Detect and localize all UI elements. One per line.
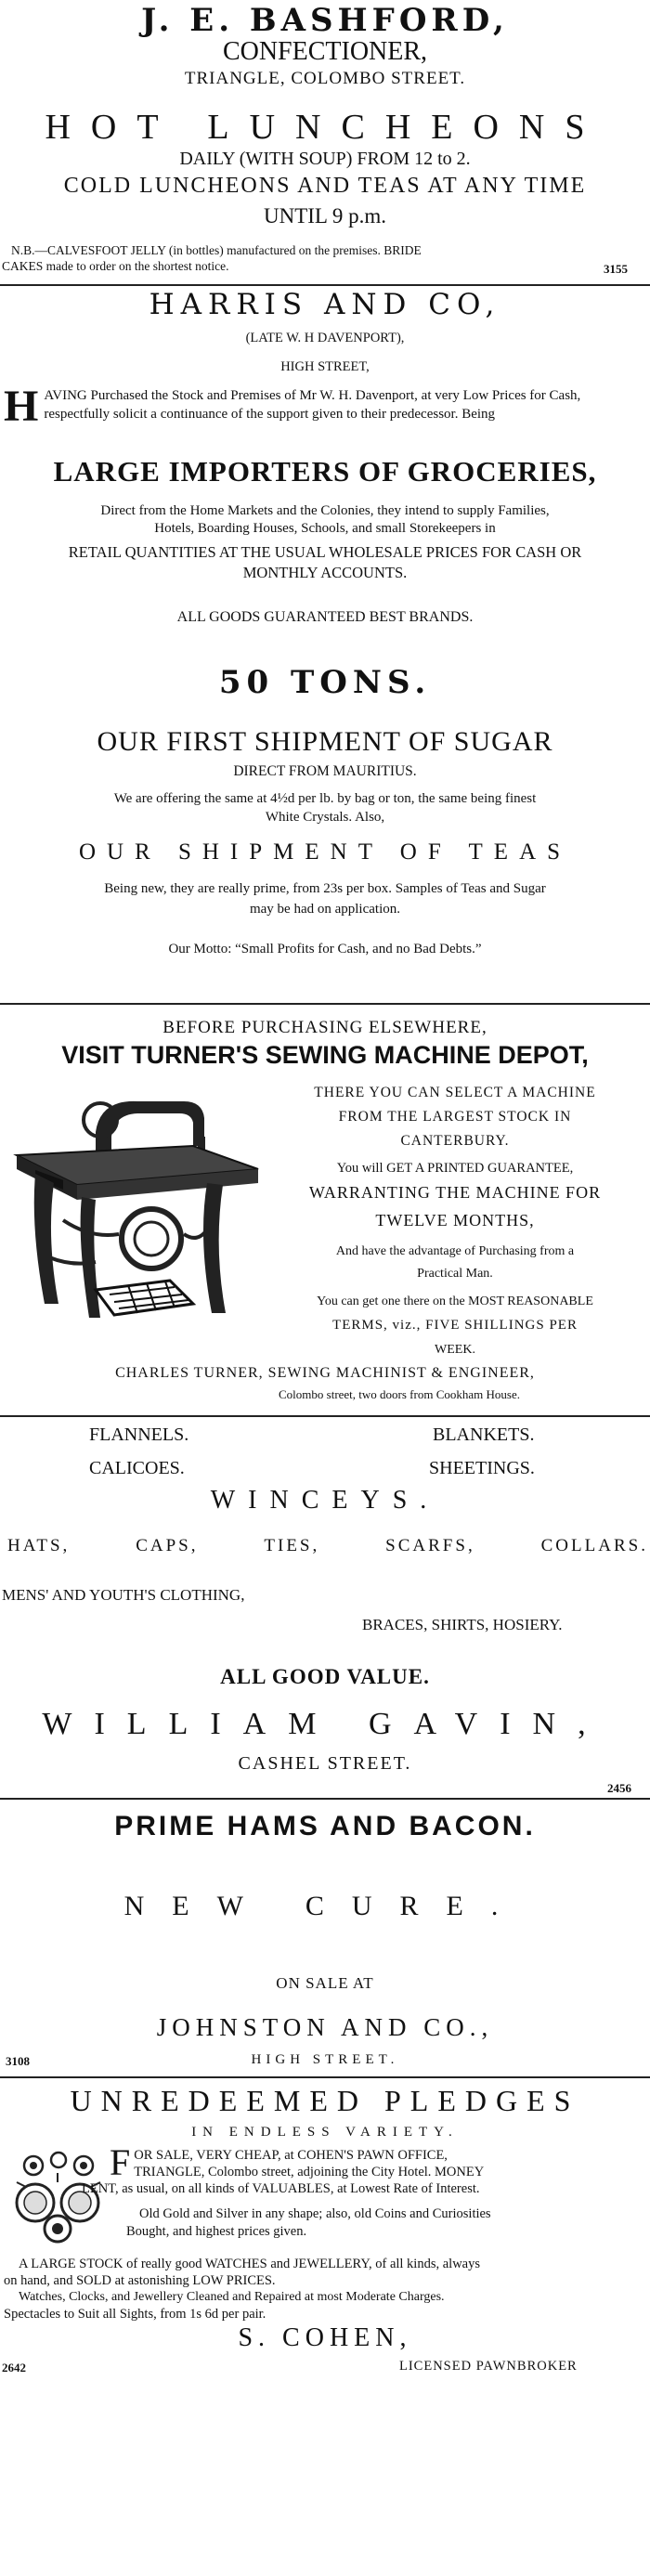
harris-sub2: Hotels, Boarding Houses, Schools, and small Storekeepers in xyxy=(154,521,496,536)
bashford-line3: UNTIL 9 p.m. xyxy=(263,204,386,228)
harris-dropcap: H xyxy=(4,382,39,431)
turner-body-line: CANTERBURY. xyxy=(400,1133,510,1149)
cohen-gold1: Old Gold and Silver in any shape; also, old Coins and Curiosities xyxy=(139,2206,491,2221)
gavin-item: CAPS, xyxy=(136,1536,199,1555)
johnston-cure: NEW CURE. xyxy=(124,1891,526,1921)
divider xyxy=(0,1415,650,1417)
gavin-items xyxy=(7,1536,648,1556)
sewing-machine-illustration xyxy=(7,1081,267,1341)
turner-printed: You will GET A PRINTED GUARANTEE, xyxy=(336,1161,574,1176)
harris-offering2: White Crystals. Also, xyxy=(265,810,385,825)
cohen-ref: 2642 xyxy=(2,2361,26,2374)
johnston-sale: ON SALE AT xyxy=(276,1974,374,1992)
bashford-line1: DAILY (WITH SOUP) FROM 12 to 2. xyxy=(179,149,471,169)
gavin-value: ALL GOOD VALUE. xyxy=(220,1665,430,1688)
harris-retail2: MONTHLY ACCOUNTS. xyxy=(242,564,408,581)
turner-advantage1: And have the advantage of Purchasing from a xyxy=(335,1244,575,1258)
harris-tons: 50 TONS. xyxy=(218,664,432,701)
gavin-blankets: BLANKETS. xyxy=(433,1425,535,1445)
divider xyxy=(0,284,650,286)
harris-retail1: RETAIL QUANTITIES AT THE USUAL WHOLESALE PRICES FOR CASH OR xyxy=(68,543,582,561)
gavin-clothing: MENS' AND YOUTH'S CLOTHING, xyxy=(2,1586,245,1604)
bashford-headline: HOT LUNCHEONS xyxy=(45,108,605,147)
turner-warranting: WARRANTING THE MACHINE FOR xyxy=(308,1183,602,1202)
cohen-variety: IN ENDLESS VARIETY. xyxy=(191,2125,459,2140)
cohen-licensed: LICENSED PAWNBROKER xyxy=(399,2359,578,2374)
gavin-item: TIES, xyxy=(264,1536,320,1555)
harris-mauritius: DIRECT FROM MAURITIUS. xyxy=(233,763,417,779)
cohen-gold2: Bought, and highest prices given. xyxy=(126,2224,307,2239)
turner-body-line: FROM THE LARGEST STOCK IN xyxy=(338,1109,572,1125)
cohen-stock1: A LARGE STOCK of really good WATCHES and JEWELLERY, of all kinds, always xyxy=(19,2257,480,2271)
cohen-stock3: Watches, Clocks, and Jewellery Cleaned and Repaired at most Moderate Charges. xyxy=(19,2290,445,2304)
turner-address: Colombo street, two doors from Cookham House. xyxy=(279,1387,520,1401)
turner-body xyxy=(260,1081,650,1153)
johnston-ref: 3108 xyxy=(6,2054,30,2068)
harris-intro: AVING Purchased the Stock and Premises of Mr W. H. Davenport, at very Low Prices for Cash, respectfully solicit a continuance of the support given to their predecessor. Being xyxy=(44,388,581,422)
bashford-note2: CAKES made to order on the shortest notice. xyxy=(2,259,229,273)
turner-body-line: THERE YOU CAN SELECT A MACHINE xyxy=(314,1085,596,1100)
cohen-sale3: LENT, as usual, on all kinds of VALUABLES, at Lowest Rate of Interest. xyxy=(82,2181,480,2196)
gavin-street: CASHEL STREET. xyxy=(238,1753,412,1774)
turner-terms1: You can get one there on the MOST REASONABLE xyxy=(317,1295,593,1308)
cohen-sale1: OR SALE, VERY CHEAP, at COHEN'S PAWN OFFICE, xyxy=(134,2148,448,2163)
gavin-calicoes: CALICOES. xyxy=(89,1458,185,1478)
cohen-dropcap: F xyxy=(110,2141,131,2183)
gavin-sheetings: SHEETINGS. xyxy=(429,1458,535,1478)
bashford-note: N.B.—CALVESFOOT JELLY (in bottles) manufactured on the premises. BRIDE xyxy=(11,243,422,257)
turner-before: BEFORE PURCHASING ELSEWHERE, xyxy=(162,1018,488,1037)
gavin-item: HATS, xyxy=(7,1536,71,1555)
harris-teas1: Being new, they are really prime, from 23s per box. Samples of Teas and Sugar xyxy=(104,881,546,896)
harris-offering1: We are offering the same at 4½d per lb. by bag or ton, the same being finest xyxy=(113,791,537,806)
bashford-name: J. E. BASHFORD, xyxy=(141,2,509,39)
johnston-street: HIGH STREET. xyxy=(251,2052,399,2067)
bashford-ref: 3155 xyxy=(604,262,628,276)
harris-teas2: may be had on application. xyxy=(249,902,401,917)
cohen-sale2: TRIANGLE, Colombo street, adjoining the City Hotel. MONEY xyxy=(134,2165,485,2179)
cohen-stock4: Spectacles to Suit all Sights, from 1s 6d per pair. xyxy=(4,2307,266,2322)
bashford-trade: CONFECTIONER, xyxy=(222,37,428,66)
harris-sub1: Direct from the Home Markets and the Colonies, they intend to supply Families, xyxy=(100,503,550,518)
divider xyxy=(0,1798,650,1800)
harris-intro-block xyxy=(4,382,644,431)
gavin-name: WILLIAM GAVIN, xyxy=(42,1707,608,1741)
turner-terms2: TERMS, viz., FIVE SHILLINGS PER xyxy=(332,1318,578,1333)
bashford-address: TRIANGLE, COLOMBO STREET. xyxy=(184,69,466,88)
harris-sugar: OUR FIRST SHIPMENT OF SUGAR xyxy=(97,726,553,757)
harris-teas: OUR SHIPMENT OF TEAS xyxy=(78,839,572,865)
cohen-headline: UNREDEEMED PLEDGES xyxy=(70,2084,580,2117)
harris-guarantee: ALL GOODS GUARANTEED BEST BRANDS. xyxy=(176,609,474,625)
turner-headline: VISIT TURNER'S SEWING MACHINE DEPOT, xyxy=(61,1041,589,1069)
johnston-hams: PRIME HAMS AND BACON. xyxy=(114,1811,536,1841)
harris-street: HIGH STREET, xyxy=(280,359,370,374)
divider xyxy=(0,2076,650,2078)
gavin-braces: BRACES, SHIRTS, HOSIERY. xyxy=(362,1616,563,1633)
cohen-name: S. COHEN, xyxy=(238,2323,412,2352)
harris-late: (LATE W. H DAVENPORT), xyxy=(245,331,405,345)
gavin-flannels: FLANNELS. xyxy=(89,1425,189,1445)
turner-terms3: WEEK. xyxy=(435,1343,475,1357)
harris-name: HARRIS AND CO, xyxy=(149,288,501,321)
turner-advantage2: Practical Man. xyxy=(417,1267,493,1281)
gavin-ref: 2456 xyxy=(607,1781,631,1795)
gavin-item: SCARFS, xyxy=(385,1536,475,1555)
turner-twelve: TWELVE MONTHS, xyxy=(375,1211,535,1229)
johnston-name: JOHNSTON AND CO., xyxy=(156,2013,494,2041)
cohen-sale-block xyxy=(82,2141,646,2197)
bashford-line2: COLD LUNCHEONS AND TEAS AT ANY TIME xyxy=(63,174,587,198)
harris-headline: LARGE IMPORTERS OF GROCERIES, xyxy=(53,455,597,488)
cohen-stock2: on hand, and SOLD at astonishing LOW PRICES. xyxy=(4,2273,276,2288)
gavin-item: COLLARS. xyxy=(540,1536,648,1555)
turner-sign: CHARLES TURNER, SEWING MACHINIST & ENGINEER, xyxy=(115,1365,535,1381)
harris-motto: Our Motto: “Small Profits for Cash, and no Bad Debts.” xyxy=(168,942,482,956)
gavin-winceys: WINCEYS. xyxy=(210,1486,440,1515)
divider xyxy=(0,1003,650,1005)
